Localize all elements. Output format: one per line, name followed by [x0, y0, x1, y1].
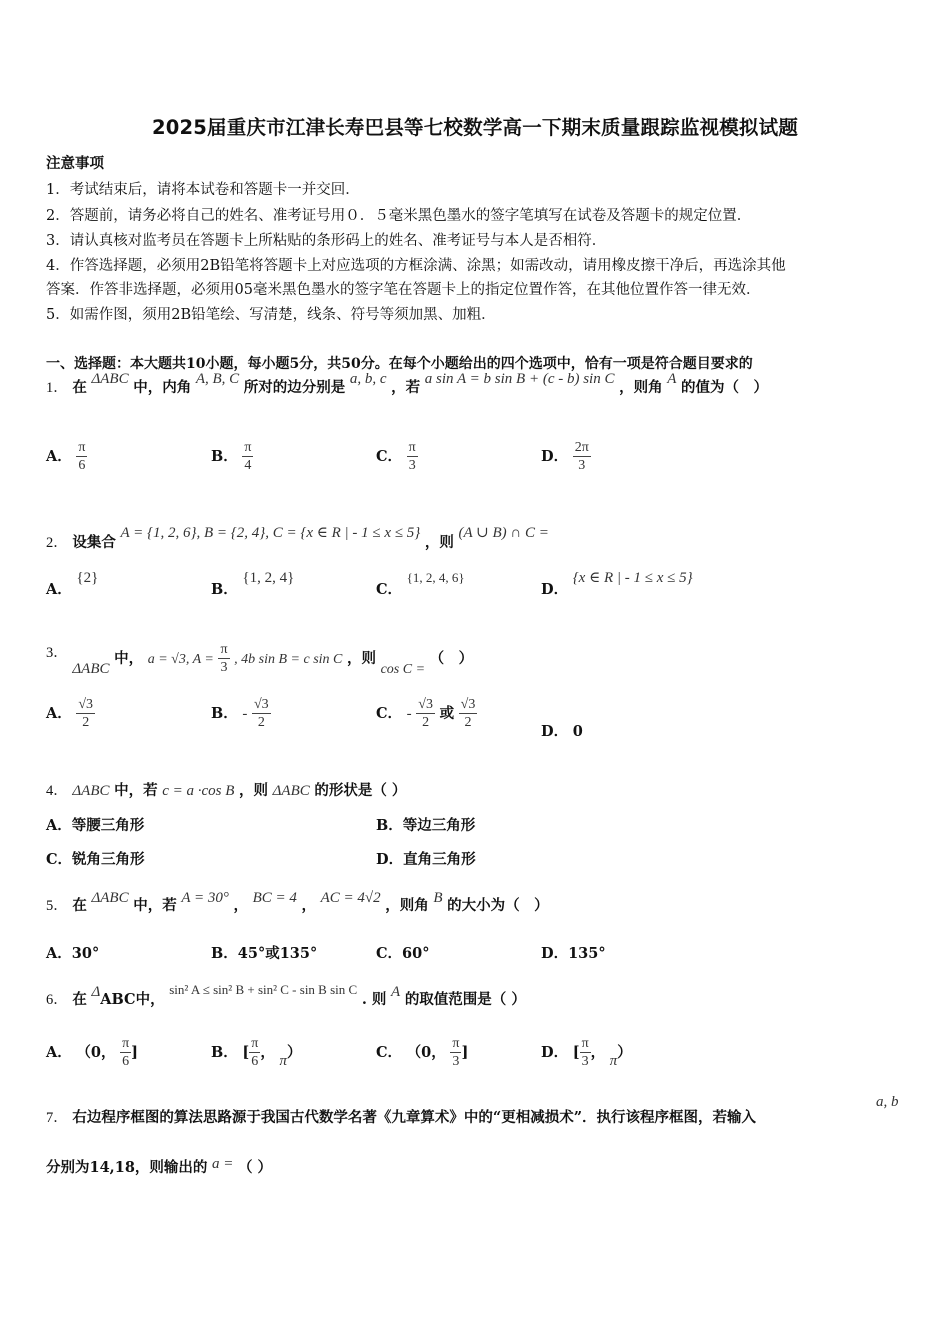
option-text: [: [572, 1043, 580, 1061]
numerator: √3: [76, 697, 95, 714]
option-label: C．: [376, 945, 403, 962]
option-text: （0，: [406, 1043, 446, 1061]
denominator: 2: [257, 715, 265, 731]
option-a[interactable]: [46, 570, 99, 599]
fraction: [416, 697, 435, 731]
section-heading: 一、选择题：本大题共10小题，每小题5分，共50分。在每个小题给出的四个选项中，恰有一项是符合题目要求的: [46, 356, 753, 372]
option-a[interactable]: [46, 697, 95, 731]
notice-item: 答案．作答非选择题，必须用05毫米黑色墨水的签字笔在答题卡上的指定位置作答，在其他位置作答一律无效．: [46, 282, 761, 298]
fraction: [242, 440, 253, 474]
option-text: 30°: [71, 945, 100, 962]
option-label: C．: [376, 704, 403, 722]
math-expr: sin² A ≤ sin² B + sin² C - sin B sin C: [169, 982, 358, 997]
notice-item: 1．考试结束后，请将本试卷和答题卡一并交回．: [46, 182, 360, 198]
option-text: 等腰三角形: [71, 817, 145, 834]
math-expr: a, b, c: [349, 371, 387, 387]
math-expr: a = √3, A =: [147, 651, 214, 667]
question-text: ，则: [424, 534, 454, 551]
question-text: ，: [233, 897, 248, 914]
option-value: {2}: [76, 570, 99, 586]
numerator: √3: [416, 697, 435, 714]
math-expr: A = 30°: [181, 890, 229, 906]
question-text: 中，内角: [133, 379, 192, 396]
math-expr: ΔABC: [91, 371, 129, 387]
denominator: 3: [452, 1054, 460, 1070]
option-c[interactable]: [46, 848, 145, 869]
question-text: 右边程序框图的算法思路源于我国古代数学名著《九章算术》中的“更相减损术”．执行该程序框图，若输入: [72, 1109, 757, 1126]
fraction: [76, 440, 87, 474]
question-6: [46, 982, 526, 1009]
question-text: （ ）: [429, 649, 474, 667]
fraction: [249, 1036, 260, 1070]
question-text: 的大小为（ ）: [447, 897, 549, 914]
denominator: 3: [408, 458, 416, 474]
option-value: {x ∈ R | - 1 ≤ x ≤ 5}: [572, 570, 693, 586]
numerator: π: [249, 1036, 260, 1053]
denominator: 3: [578, 458, 586, 474]
question-text: 在: [72, 991, 87, 1008]
option-label: A．: [46, 1043, 72, 1061]
option-label: B．: [211, 581, 238, 598]
question-number: 1．: [46, 380, 68, 396]
option-text: 锐角三角形: [72, 851, 145, 868]
numerator: π: [407, 440, 418, 457]
option-label: B．: [211, 1043, 238, 1061]
question-number: 2．: [46, 535, 68, 551]
option-text: （0，: [76, 1043, 116, 1061]
option-b[interactable]: [376, 814, 475, 835]
option-text: ）: [286, 1043, 302, 1061]
numerator: 2π: [573, 440, 591, 457]
option-text: 直角三角形: [403, 851, 476, 868]
option-text: 45°或135°: [237, 945, 318, 962]
math-expr: ΔABC: [72, 660, 110, 677]
fraction: [218, 642, 229, 676]
option-label: D．: [541, 447, 569, 465]
option-label: A．: [46, 447, 72, 465]
math-expr: ΔABC: [272, 783, 310, 799]
option-label: C．: [376, 447, 403, 465]
option-value: {1, 2, 4, 6}: [406, 570, 465, 585]
question-text: ，若: [391, 379, 421, 396]
option-label: D．: [376, 851, 404, 868]
option-text: ，: [590, 1043, 606, 1061]
math-expr: A = {1, 2, 6}, B = {2, 4}, C = {x ∈ R | - 1 ≤ x ≤ 5}: [120, 525, 421, 541]
question-text: 的值为（ ）: [680, 379, 768, 396]
denominator: 6: [78, 458, 86, 474]
question-text: ABC中，: [100, 991, 165, 1008]
option-c[interactable]: [376, 440, 418, 474]
numerator: π: [218, 642, 229, 659]
option-label: B．: [211, 945, 238, 962]
denominator: 4: [244, 458, 252, 474]
question-text: 在: [72, 379, 87, 396]
math-expr: , 4b sin B = c sin C: [234, 651, 343, 667]
math-expr: ΔABC: [72, 783, 110, 799]
question-4: [46, 779, 406, 800]
notice-item: 2．答题前，请务必将自己的姓名、准考证号用０．５毫米黑色墨水的签字笔填写在试卷及答题卡的规定位置．: [46, 208, 752, 224]
option-b[interactable]: [211, 570, 295, 599]
question-3: [46, 642, 473, 676]
math-expr: A: [391, 984, 401, 1000]
option-label: D．: [541, 1043, 569, 1061]
notice-item: 5．如需作图，须用2B铅笔绘、写清楚，线条、符号等须加黑、加粗．: [46, 307, 496, 323]
option-b[interactable]: [211, 697, 271, 731]
denominator: 3: [220, 660, 228, 676]
option-d[interactable]: [541, 942, 606, 963]
question-text: ，则: [239, 782, 269, 799]
option-d[interactable]: [541, 570, 693, 599]
option-label: A．: [46, 945, 72, 962]
denominator: 6: [251, 1054, 259, 1070]
math-expr: a, b: [876, 1094, 899, 1110]
option-label: B．: [376, 817, 403, 834]
question-text: . 则: [361, 991, 387, 1008]
question-text: 在: [72, 897, 87, 914]
option-b[interactable]: [211, 1036, 301, 1070]
math-expr: π: [609, 1052, 618, 1069]
option-c[interactable]: [376, 697, 477, 731]
question-number: 3．: [46, 644, 68, 661]
question-text: ，: [301, 897, 316, 914]
option-text: ]: [461, 1043, 469, 1061]
option-label: C．: [376, 1043, 403, 1061]
notice-item: 4．作答选择题，必须用2B铅笔将答题卡上对应选项的方框涂满、涂黑；如需改动，请用橡皮擦干净后，再选涂其他: [46, 258, 786, 274]
notice-item: 3．请认真核对监考员在答题卡上所粘贴的条形码上的姓名、准考证号与本人是否相符．: [46, 233, 607, 249]
option-d[interactable]: [541, 1036, 632, 1070]
question-7-cont: [46, 1156, 272, 1177]
question-7: [46, 1106, 756, 1127]
question-text: ，则角: [619, 379, 663, 396]
fraction: [252, 697, 271, 731]
math-expr: B: [433, 890, 443, 906]
math-expr: π: [279, 1052, 287, 1069]
option-label: D．: [541, 723, 569, 740]
option-label: B．: [211, 704, 238, 722]
fraction: [76, 697, 95, 731]
option-d[interactable]: [541, 720, 583, 741]
option-label: D．: [541, 581, 569, 598]
math-expr: BC = 4: [252, 890, 297, 906]
minus-sign: -: [242, 705, 248, 722]
question-text: 的取值范围是（ ）: [404, 991, 526, 1008]
option-b[interactable]: [211, 440, 253, 474]
fraction: [459, 697, 478, 731]
question-text: 分别为14,18，则输出的: [46, 1159, 208, 1176]
option-a[interactable]: [46, 814, 144, 835]
numerator: π: [120, 1036, 131, 1053]
math-expr: Δ: [91, 984, 101, 1000]
option-d[interactable]: [376, 848, 476, 869]
question-1: [46, 371, 768, 397]
option-b[interactable]: [211, 942, 317, 963]
option-label: A．: [46, 581, 72, 598]
fraction: [120, 1036, 131, 1070]
option-value: {1, 2, 4}: [242, 570, 295, 586]
fraction: [407, 440, 418, 474]
question-text: ，则角: [385, 897, 429, 914]
math-expr: (A ∪ B) ∩ C =: [458, 525, 549, 541]
denominator: 2: [464, 715, 472, 731]
option-text: ）: [617, 1043, 632, 1061]
denominator: 2: [82, 715, 90, 731]
math-expr: c = a ·cos B: [162, 783, 235, 799]
option-text: ，: [260, 1043, 275, 1061]
math-expr: A, B, C: [195, 371, 240, 387]
question-5: [46, 890, 549, 915]
option-text: 等边三角形: [402, 817, 476, 834]
question-number: 4．: [46, 783, 68, 799]
question-text: 中，: [114, 649, 144, 667]
or-text: 或: [439, 704, 455, 722]
question-text: 所对的边分别是: [243, 379, 346, 396]
option-label: D．: [541, 945, 569, 962]
question-text: 的形状是（ ）: [314, 782, 407, 799]
question-text: 中，若: [114, 782, 158, 799]
fraction: [573, 440, 591, 474]
option-label: C．: [376, 581, 403, 598]
fraction: [580, 1036, 591, 1070]
option-label: B．: [211, 447, 238, 465]
page-title: 2025届重庆市江津长寿巴县等七校数学高一下期末质量跟踪监视模拟试题: [151, 116, 799, 139]
question-text: 设集合: [72, 534, 116, 551]
question-number: 5．: [46, 898, 68, 914]
option-text: [: [242, 1043, 250, 1061]
option-a[interactable]: [46, 942, 99, 963]
question-number: 7．: [46, 1110, 68, 1126]
numerator: √3: [459, 697, 478, 714]
question-text: ，则: [346, 649, 376, 667]
question-2: [46, 525, 549, 552]
option-text: ]: [131, 1043, 139, 1061]
question-text: 中，若: [133, 897, 177, 914]
option-a[interactable]: [46, 440, 87, 474]
denominator: 3: [581, 1054, 589, 1070]
option-c[interactable]: [376, 942, 429, 963]
math-expr: ΔABC: [91, 890, 129, 906]
option-a[interactable]: [46, 1036, 138, 1070]
minus-sign: -: [406, 705, 412, 722]
option-value: 0: [572, 723, 583, 740]
numerator: π: [76, 440, 87, 457]
option-label: A．: [46, 704, 72, 722]
math-expr: A: [667, 371, 677, 387]
fraction: [450, 1036, 461, 1070]
option-label: C．: [46, 851, 73, 868]
option-d[interactable]: [541, 440, 591, 474]
numerator: π: [242, 440, 253, 457]
notice-heading: 注意事项: [46, 155, 104, 172]
option-c[interactable]: [376, 1036, 468, 1070]
option-text: 135°: [568, 945, 606, 962]
math-expr: cos C =: [380, 661, 426, 677]
option-label: A．: [46, 817, 72, 834]
denominator: 6: [122, 1054, 130, 1070]
question-text: （ ）: [238, 1159, 273, 1176]
option-c[interactable]: [376, 570, 465, 599]
numerator: π: [580, 1036, 591, 1053]
numerator: √3: [252, 697, 271, 714]
math-expr: a sin A = b sin B + (c - b) sin C: [424, 371, 615, 387]
math-expr: a =: [212, 1156, 234, 1172]
math-expr: AC = 4√2: [320, 890, 381, 906]
option-text: 60°: [402, 945, 430, 962]
question-number: 6．: [46, 992, 68, 1008]
numerator: π: [450, 1036, 461, 1053]
denominator: 2: [422, 715, 430, 731]
